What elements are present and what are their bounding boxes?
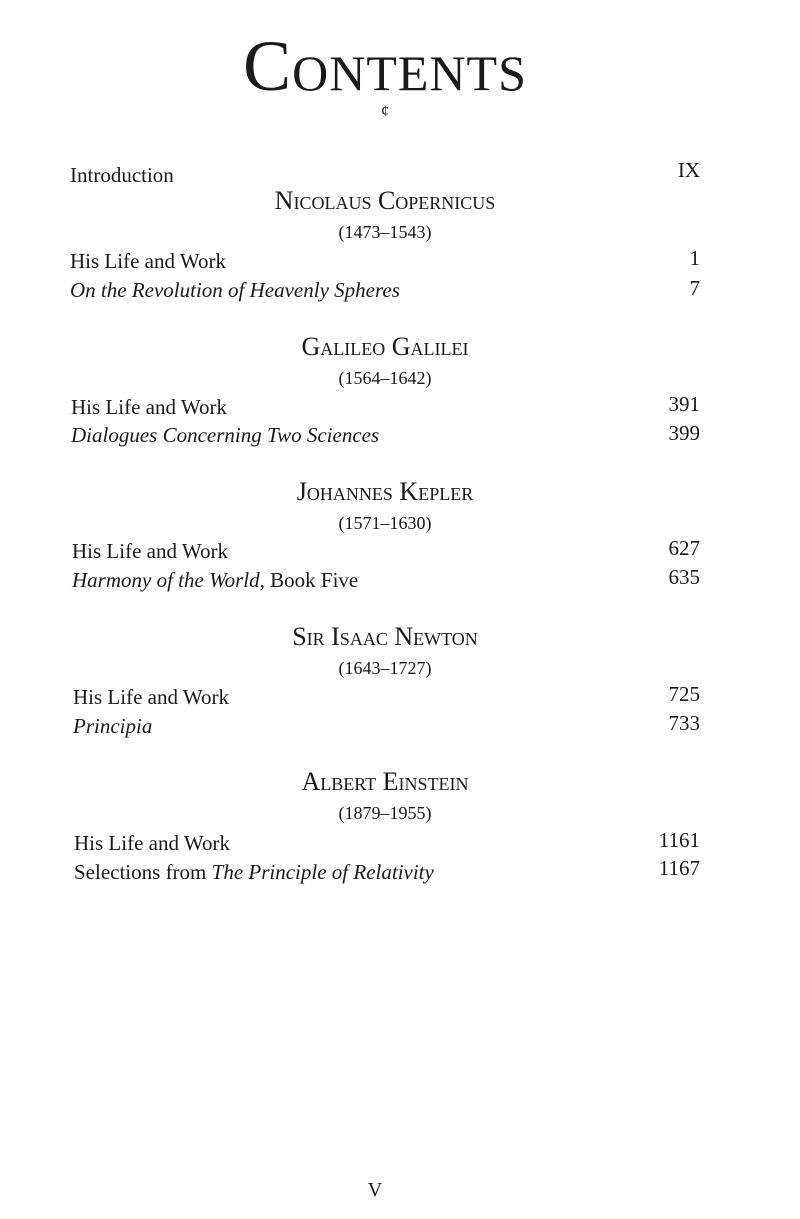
toc-entry-kepler-work	[72, 570, 358, 591]
toc-entry-introduction-label: Introduction	[70, 163, 174, 187]
section-dates-copernicus: (1473–1543)	[338, 222, 432, 242]
ornament-glyph: ¢	[381, 103, 389, 120]
toc-entry-kepler-work-title: Harmony of the World	[72, 568, 260, 592]
section-dates-galileo: (1564–1642)	[338, 368, 432, 388]
toc-entry-newton-work: Principia	[73, 714, 153, 738]
toc-entry-galileo-work: Dialogues Concerning Two Sciences	[71, 423, 380, 447]
toc-entry-newton-life: His Life and Work	[73, 685, 229, 709]
toc-entry-introduction-page: IX	[677, 158, 700, 182]
toc-entry-einstein-work	[74, 862, 434, 883]
section-heading-newton: Sir Isaac Newton	[292, 622, 478, 651]
toc-page-kepler-life: 627	[668, 536, 700, 560]
section-heading-kepler: Johannes Kepler	[296, 477, 474, 506]
toc-entry-kepler-life: His Life and Work	[72, 539, 228, 563]
toc-page-galileo-life: 391	[668, 392, 700, 416]
toc-page-newton-life: 725	[668, 682, 700, 706]
toc-page-copernicus-life: 1	[689, 246, 700, 270]
toc-page-kepler-work: 635	[668, 565, 700, 589]
section-heading-einstein: Albert Einstein	[301, 767, 469, 796]
section-dates-kepler: (1571–1630)	[338, 513, 432, 533]
toc-page-einstein-work: 1167	[658, 856, 700, 880]
toc-entry-copernicus-work: On the Revolution of Heavenly Spheres	[70, 278, 400, 302]
section-heading-copernicus: Nicolaus Copernicus	[274, 186, 496, 215]
section-dates-einstein: (1879–1955)	[338, 803, 432, 823]
toc-page-copernicus-work: 7	[689, 276, 700, 300]
toc-page-galileo-work: 399	[668, 421, 700, 445]
toc-entry-galileo-life: His Life and Work	[71, 395, 227, 419]
page-title: Contents	[243, 26, 527, 106]
section-dates-newton: (1643–1727)	[338, 658, 432, 678]
page-folio: V	[367, 1179, 383, 1201]
section-heading-galileo: Galileo Galilei	[301, 332, 469, 361]
toc-entry-einstein-work-title: The Principle of Relativity	[211, 860, 434, 884]
toc-entry-einstein-work-prefix: Selections from	[74, 860, 212, 884]
toc-page-newton-work: 733	[668, 711, 700, 735]
toc-page-einstein-life: 1161	[658, 828, 700, 852]
toc-entry-copernicus-life: His Life and Work	[70, 249, 226, 273]
toc-entry-kepler-work-suffix: , Book Five	[259, 568, 359, 592]
toc-entry-einstein-life: His Life and Work	[74, 831, 230, 855]
